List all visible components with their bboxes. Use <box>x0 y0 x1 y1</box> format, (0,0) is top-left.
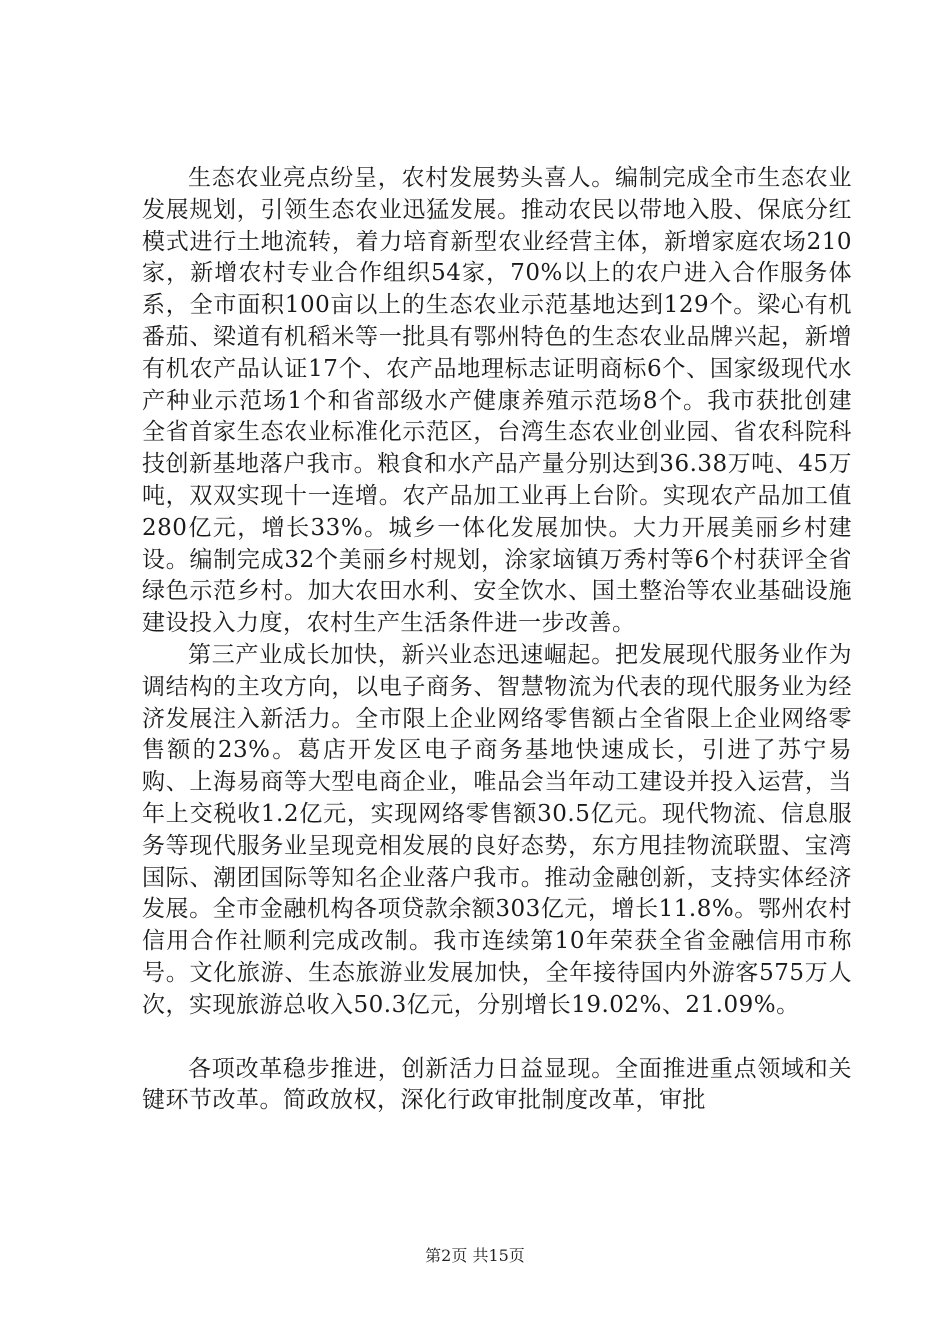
paragraph-ecological-agriculture: 生态农业亮点纷呈，农村发展势头喜人。编制完成全市生态农业发展规划，引领生态农业迅猛发展。推动农民以带地入股、保底分红模式进行土地流转，着力培育新型农业经营主体，新增家庭农场210家，新增农村专业合作组织54家，70%以上的农户进入合作服务体系，全市面积100亩以上的生态农业示范基地达到129个。梁心有机番茄、梁道有机稻米等一批具有鄂州特色的生态农业品牌兴起，新增有机农产品认证17个、农产品地理标志证明商标6个、国家级现代水产种业示范场1个和省部级水产健康养殖示范场8个。我市获批创建全省首家生态农业标准化示范区，台湾生态农业创业园、省农科院科技创新基地落户我市。粮食和水产品产量分别达到36.38万吨、45万吨，双双实现十一连增。农产品加工业再上台阶。实现农产品加工值280亿元，增长33%。城乡一体化发展加快。大力开展美丽乡村建设。编制完成32个美丽乡村规划，涂家垴镇万秀村等6个村获评全省绿色示范乡村。加大农田水利、安全饮水、国土整治等农业基础设施建设投入力度，农村生产生活条件进一步改善。 <box>142 165 852 637</box>
paragraph-reform: 各项改革稳步推进，创新活力日益显现。全面推进重点领域和关键环节改革。简政放权，深化行政审批制度改革，审批 <box>142 1055 852 1114</box>
paragraph-spacer <box>142 1022 852 1054</box>
paragraph-tertiary-industry: 第三产业成长加快，新兴业态迅速崛起。把发展现代服务业作为调结构的主攻方向，以电子商务、智慧物流为代表的现代服务业为经济发展注入新活力。全市限上企业网络零售额占全省限上企业网络零售额的23%。葛店开发区电子商务基地快速成长，引进了苏宁易购、上海易商等大型电商企业，唯品会当年动工建设并投入运营，当年上交税收1.2亿元，实现网络零售额30.5亿元。现代物流、信息服务等现代服务业呈现竞相发展的良好态势，东方甩挂物流联盟、宝湾国际、潮团国际等知名企业落户我市。推动金融创新，支持实体经济发展。全市金融机构各项贷款余额303亿元，增长11.8%。鄂州农村信用合作社顺利完成改制。我市连续第10年荣获全省金融信用市称号。文化旅游、生态旅游业发展加快，全年接待国内外游客575万人次，实现旅游总收入50.3亿元，分别增长19.02%、21.09%。 <box>142 641 852 1018</box>
document-body <box>142 163 852 1117</box>
page-number-footer: 第2页 共15页 <box>425 1246 525 1265</box>
